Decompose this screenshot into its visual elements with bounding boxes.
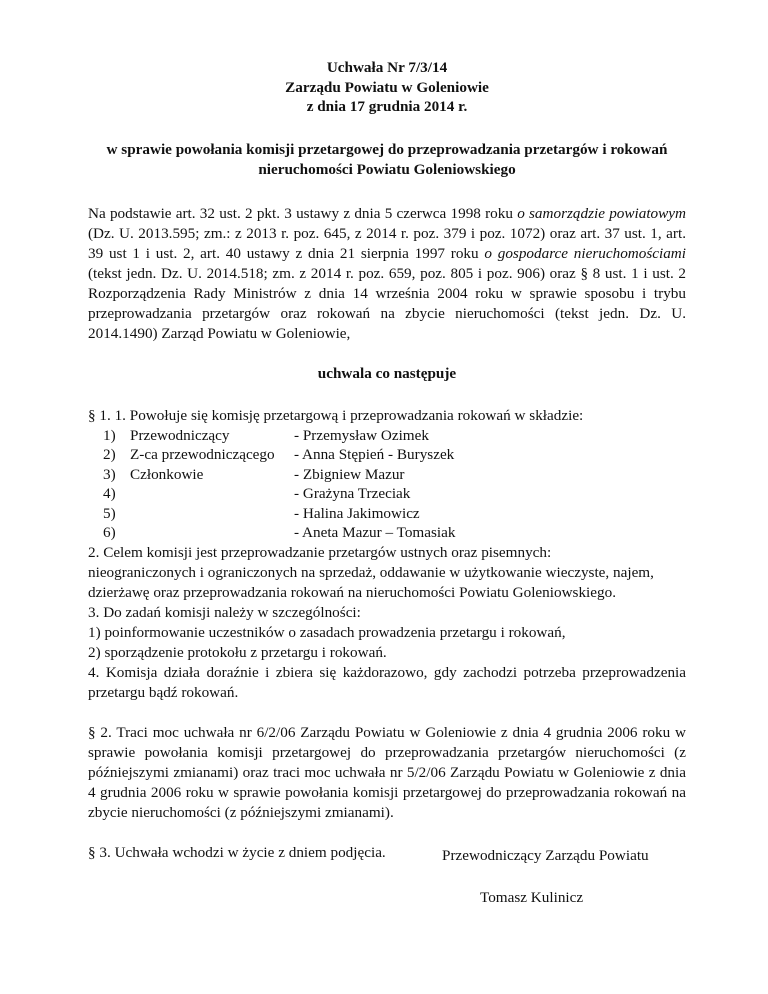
member-number: 2) — [103, 446, 116, 464]
legal-basis-text-2: (Dz. U. 2013.595; zm.: z 2013 r. poz. 645, z 2014 r. poz. 379 i poz. 1072) oraz art. 37 ust. 1, art. 39 ust 1 i ust. 2, art. 40 ustawy z dnia 21 sierpnia 1997 roku — [88, 224, 686, 262]
section-1-intro: § 1. 1. Powołuje się komisję przetargową i przeprowadzania rokowań w składzie: — [88, 406, 584, 424]
member-number: 1) — [103, 426, 116, 444]
section-1 — [88, 406, 686, 704]
member-number: 5) — [103, 504, 116, 522]
point-3-item-1: 1) poinformowanie uczestników o zasadach prowadzenia przetargu i rokowań, — [88, 624, 566, 642]
issuing-body: Zarządu Powiatu w Goleniowie — [285, 78, 489, 96]
member-name: - Aneta Mazur – Tomasiak — [294, 524, 456, 542]
committee-member — [88, 484, 686, 504]
member-role: Członkowie — [130, 465, 204, 483]
resolution-number: Uchwała Nr 7/3/14 — [326, 59, 448, 76]
member-name: - Zbigniew Mazur — [294, 465, 405, 483]
member-name: - Halina Jakimowicz — [294, 504, 420, 522]
subject-line-2: nieruchomości Powiatu Goleniowskiego — [258, 160, 516, 178]
member-number: 4) — [103, 485, 116, 503]
point-2-line-1: 2. Celem komisji jest przeprowadzanie przetargów ustnych oraz pisemnych: — [88, 544, 552, 562]
member-name: - Przemysław Ozimek — [294, 426, 429, 444]
subject-line-1: w sprawie powołania komisji przetargowej do przeprowadzania przetargów i rokowań — [106, 140, 668, 158]
signature-name: Tomasz Kulinicz — [480, 889, 584, 906]
resolves-heading: uchwala co następuje — [317, 364, 457, 382]
act-title-italic-2: o gospodarce nieruchomościami — [484, 244, 686, 262]
member-role: Przewodniczący — [130, 426, 230, 444]
committee-member — [88, 426, 686, 446]
point-3-item-2: 2) sporządzenie protokołu z przetargu i rokowań. — [88, 644, 387, 662]
member-number: 3) — [103, 465, 116, 483]
legal-basis-text-1: Na podstawie art. 32 ust. 2 pkt. 3 ustawy z dnia 5 czerwca 1998 roku — [88, 204, 518, 222]
act-title-italic-1: o samorządzie powiatowym — [517, 204, 686, 222]
member-name: - Anna Stępień - Buryszek — [294, 446, 455, 464]
legal-basis-text-3: (tekst jedn. Dz. U. 2014.518; zm. z 2014 r. poz. 659, poz. 805 i poz. 906) oraz § 8 ust. 1 i ust. 2 Rozporządzenia Rady Ministrów z dnia 14 września 2004 roku w sprawie sposobu i trybu przeprowadzania przetargów oraz rokowań na zbycie nieruchomości (tekst jedn. Dz. U. 2014.1490) Zarząd Powiatu w Goleniowie, — [88, 264, 686, 342]
committee-member — [88, 465, 686, 485]
committee-member — [88, 523, 686, 543]
resolution-date: z dnia 17 grudnia 2014 r. — [306, 98, 468, 115]
resolution-subject — [88, 140, 686, 180]
point-2-line-3: dzierżawę oraz przeprowadzania rokowań na nieruchomości Powiatu Goleniowskiego. — [88, 584, 616, 602]
point-3: 3. Do zadań komisji należy w szczególności: — [88, 604, 361, 622]
section-2: § 2. Traci moc uchwała nr 6/2/06 Zarządu Powiatu w Goleniowie z dnia 4 grudnia 2006 roku w sprawie powołania komisji przetargowej do przeprowadzania przetargów nieruchomości (z późniejszymi zmianami) oraz traci moc uchwała nr 5/2/06 Zarządu Powiatu w Goleniowie z dnia 4 grudnia 2006 roku w sprawie powołania komisji przetargowej do przeprowadzania rokowań na zbycie nieruchomości (z późniejszymi zmianami). — [88, 724, 686, 822]
legal-basis-paragraph — [88, 204, 686, 344]
point-4: 4. Komisja działa doraźnie i zbiera się każdorazowo, gdy zachodzi potrzeba przeprowadzenia przetargu bądź rokowań. — [88, 664, 686, 702]
document-page — [88, 58, 686, 863]
committee-member — [88, 504, 686, 524]
section-3: § 3. Uchwała wchodzi w życie z dniem podjęcia. — [88, 844, 386, 862]
committee-member — [88, 445, 686, 465]
resolution-header — [88, 58, 686, 117]
member-number: 6) — [103, 524, 116, 542]
point-2-line-2: nieograniczonych i ograniczonych na sprzedaż, oddawanie w użytkowanie wieczyste, najem, — [88, 564, 654, 582]
signature-title: Przewodniczący Zarządu Powiatu — [442, 847, 649, 864]
member-name: - Grażyna Trzeciak — [294, 485, 411, 503]
member-role: Z-ca przewodniczącego — [130, 446, 275, 464]
